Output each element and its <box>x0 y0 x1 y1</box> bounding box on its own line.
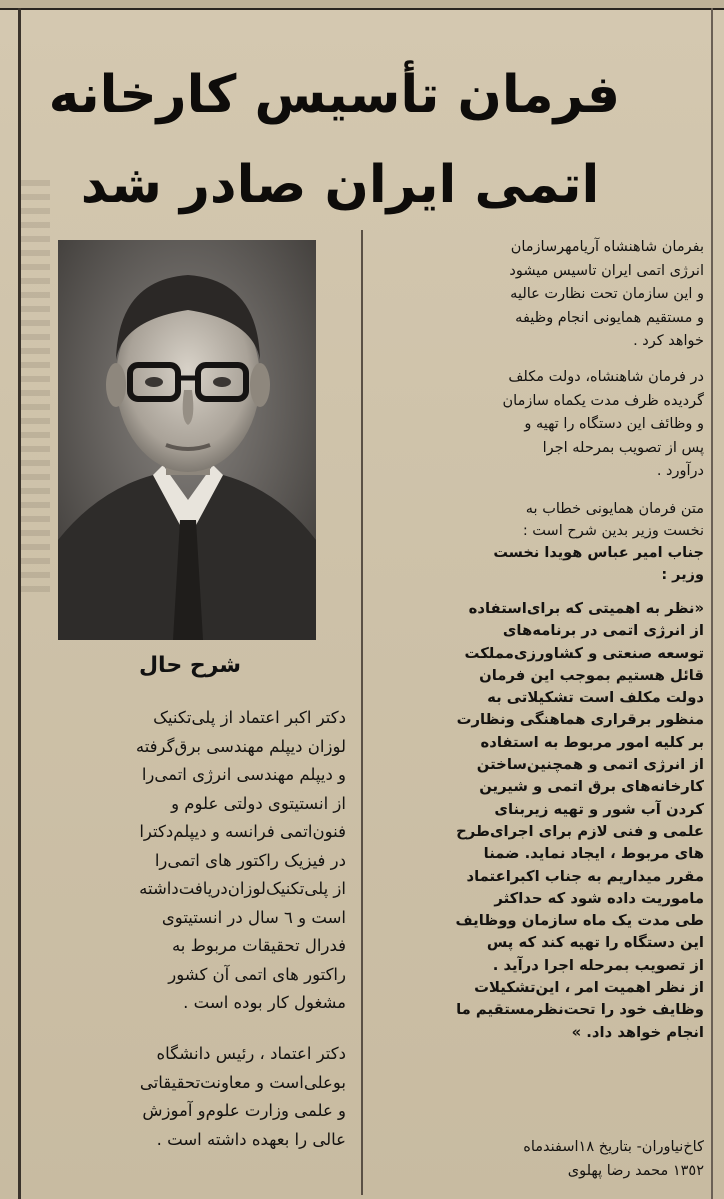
decree-line: توسعه صنعتی و کشاورزی‌مملکت <box>464 644 704 662</box>
bio-line: فدرال تحقیقات مربوط به <box>171 936 346 955</box>
right-column-rule <box>711 8 713 1199</box>
bleed-through-text <box>20 180 50 600</box>
headline-line-1: فرمان تأسیس کارخانه <box>48 65 620 125</box>
bio-line: از پلی‌تکنیک‌لوزان‌دریافت‌داشته <box>139 879 346 898</box>
decree-line: از انرژی اتمی و همچنین‌ساختن <box>476 756 704 774</box>
column-divider <box>361 230 363 1195</box>
decree-text <box>372 598 704 1044</box>
article-line: انرژی اتمی ایران تاسیس میشود <box>509 262 704 279</box>
photo-caption: شرح حال <box>138 653 242 678</box>
bio-line: لوزان دیپلم مهندسی برق‌گرفته <box>135 736 346 756</box>
signature-line: ١٣٥٢ محمد رضا پهلوی <box>567 1163 704 1179</box>
decree-line: این دستگاه را تهیه کند که پس <box>486 934 704 952</box>
decree-line: کردن آب شور و تهیه زیربنای <box>494 800 704 818</box>
article-line: در فرمان شاهنشاه، دولت مکلف <box>508 369 704 385</box>
article-line: و وظائف این دستگاه را تهیه و <box>524 416 704 432</box>
bio-line: در فیزیک راکتور های اتمی‌را <box>154 850 346 870</box>
decree-line: منظور برقراری هماهنگی ونظارت <box>456 711 704 729</box>
headline-line-2: اتمی ایران صادر شد <box>80 155 600 215</box>
decree-line: طی مدت یک ماه سازمان ووظایف <box>455 912 704 930</box>
article-line: متن فرمان همایونی خطاب به <box>525 501 704 517</box>
article-line: جناب امیر عباس هویدا نخست <box>493 545 704 561</box>
decree-line: وظایف خود را تحت‌نظر‌مستقیم ما <box>456 1001 704 1019</box>
top-rule <box>0 0 724 10</box>
bio-line: عالی را بعهده داشته است . <box>156 1129 346 1149</box>
article-line: خواهد کرد . <box>633 333 704 349</box>
decree-signature <box>372 1135 704 1183</box>
decree-line: انجام خواهد داد. » <box>571 1023 704 1041</box>
article-line: و مستقیم همایونی انجام وظیفه <box>515 309 704 326</box>
biography-paragraph-1 <box>32 704 346 1018</box>
article-paragraph-2 <box>372 366 704 484</box>
decree-line: قائل هستیم بموجب این فرمان <box>479 666 704 684</box>
article-line: نخست وزیر بدین شرح است : <box>522 523 704 539</box>
portrait-photo <box>58 240 316 640</box>
decree-line: از تصویب بمرحله اجرا درآید . <box>492 956 704 974</box>
article-line: وزیر : <box>661 567 704 583</box>
signature-line: کاخ‌نیاوران- بتاریخ ١٨اسفندماه <box>523 1139 704 1155</box>
decree-line: از نظر اهمیت امر ، این‌تشکیلات <box>474 979 704 997</box>
decree-line: مقرر میداریم به جناب اکبراعتماد <box>466 867 704 885</box>
portrait-figure <box>58 240 316 640</box>
article-line: بفرمان شاهنشاه آریامهر‌سازمان <box>510 239 704 255</box>
bio-line: و دیپلم مهندسی انرژی اتمی‌را <box>141 765 346 784</box>
decree-line: علمی و فنی لازم برای اجرای‌طرح <box>456 822 704 840</box>
article-paragraph-3 <box>372 498 704 586</box>
article-line: و این سازمان تحت نظارت عالیه <box>510 286 704 302</box>
bio-line: و علمی وزارت علوم‌و آموزش <box>142 1101 346 1120</box>
biography-paragraph-2 <box>32 1040 346 1154</box>
bio-line: فنون‌اتمی فرانسه و دیپلم‌دکترا <box>139 822 346 841</box>
bio-line: از انستیتوی دولتی علوم و <box>171 793 346 813</box>
bio-line: مشغول کار بوده است . <box>183 993 346 1012</box>
bio-line: است و ٦ سال در انستیتوی <box>161 907 346 927</box>
decree-line: های مربوط ، ایجاد نماید. ضمنا <box>483 845 704 863</box>
bio-line: بوعلی‌است و معاونت‌تحقیقاتی <box>139 1072 346 1092</box>
decree-line: کارخانه‌های برق اتمی و شیرین <box>479 778 704 796</box>
bio-line: راکتور های اتمی آن کشور <box>168 964 346 984</box>
bio-line: دکتر اکبر اعتماد از پلی‌تکنیک <box>153 708 346 727</box>
decree-line: دولت مکلف است تشکیلاتی به <box>487 689 704 707</box>
bio-line: دکتر اعتماد ، رئیس دانشگاه <box>156 1044 346 1063</box>
decree-line: «نظر به اهمیتی که برای‌استفاده <box>468 600 704 617</box>
decree-line: بر کلیه امور مربوط به استفاده <box>480 733 704 751</box>
article-line: درآورد . <box>656 463 704 479</box>
decree-line: از انرژی اتمی در برنامه‌های <box>502 622 704 640</box>
article-line: گردیده ظرف مدت یکماه سازمان <box>502 392 704 409</box>
headline <box>48 50 620 230</box>
article-paragraph-1 <box>372 236 704 354</box>
article-line: پس از تصویب بمرحله اجرا <box>542 439 704 456</box>
decree-line: ماموریت داده شود که حداکثر <box>494 889 704 907</box>
